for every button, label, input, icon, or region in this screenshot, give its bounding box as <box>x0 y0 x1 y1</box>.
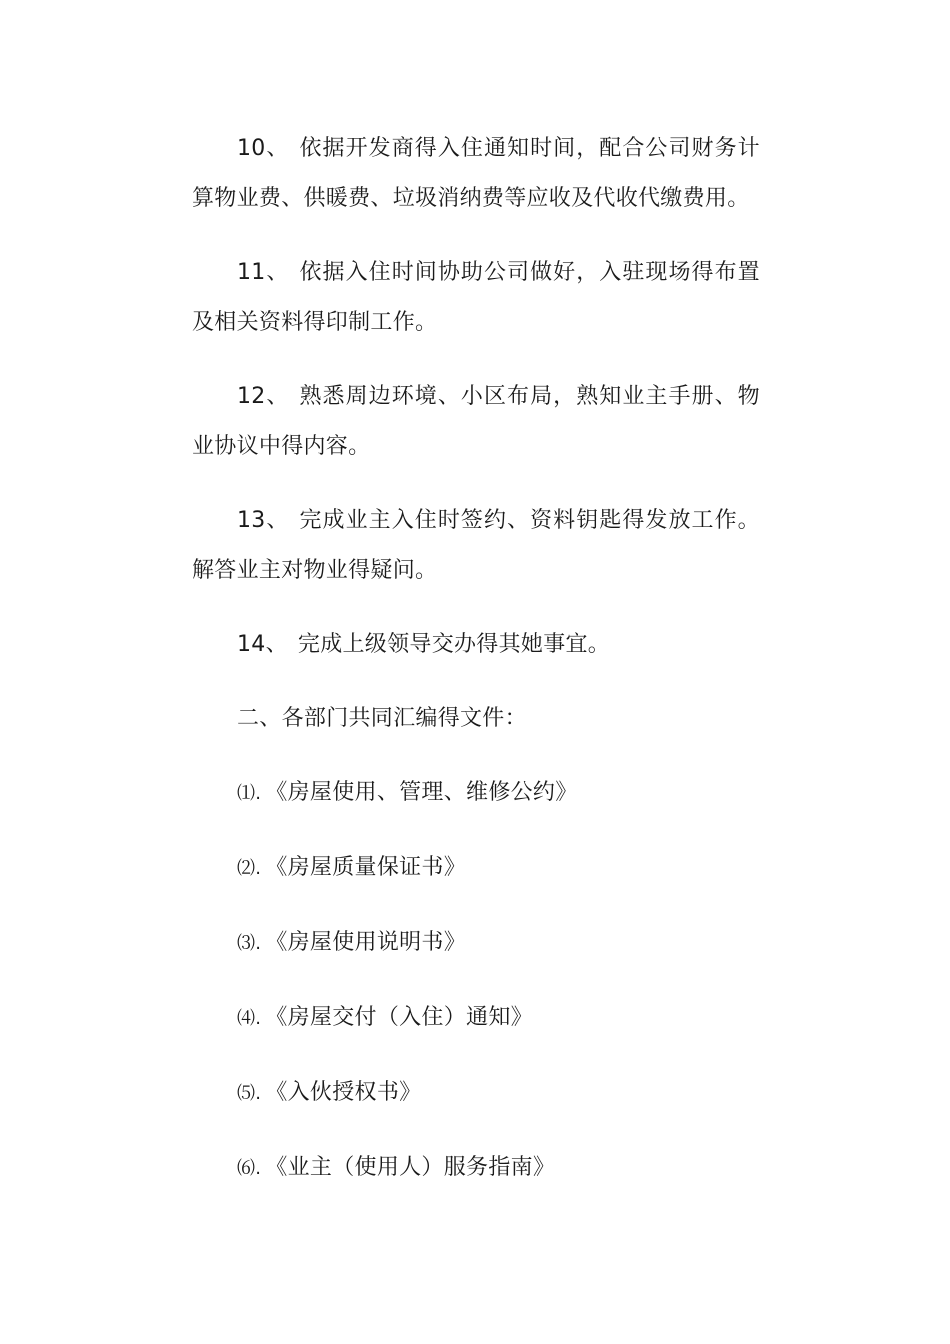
item-number: 10、 <box>237 136 290 161</box>
document-item-6 <box>192 1143 760 1194</box>
section-heading: 二、各部门共同汇编得文件： <box>237 706 527 731</box>
document-title: 《房屋质量保证书》 <box>265 855 467 880</box>
document-title: 《房屋交付（入住）通知》 <box>265 1005 533 1030</box>
document-item-1 <box>192 768 760 819</box>
item-mark: ⑶. <box>237 933 262 954</box>
item-number: 11、 <box>237 260 290 285</box>
duty-item-13 <box>192 496 760 596</box>
item-text: 依据开发商得入住通知时间，配合公司财务计算物业费、供暖费、垃圾消纳费等应收及代收代缴费用。 <box>192 136 760 211</box>
duty-item-10 <box>192 124 760 224</box>
duty-item-12 <box>192 372 760 472</box>
duty-item-11 <box>192 248 760 348</box>
document-title: 《业主（使用人）服务指南》 <box>265 1155 556 1180</box>
item-text: 依据入住时间协助公司做好，入驻现场得布置及相关资料得印制工作。 <box>192 260 760 335</box>
duty-item-14 <box>192 620 760 670</box>
document-title: 《入伙授权书》 <box>265 1080 422 1105</box>
item-mark: ⑸. <box>237 1083 262 1104</box>
item-number: 13、 <box>237 508 290 533</box>
item-number: 12、 <box>237 384 290 409</box>
item-mark: ⑹. <box>237 1158 262 1179</box>
document-body <box>192 124 760 1218</box>
document-title: 《房屋使用、管理、维修公约》 <box>265 780 578 805</box>
document-item-2 <box>192 843 760 894</box>
item-text: 熟悉周边环境、小区布局，熟知业主手册、物业协议中得内容。 <box>192 384 760 459</box>
document-item-4 <box>192 993 760 1044</box>
item-number: 14、 <box>237 632 288 657</box>
item-mark: ⑵. <box>237 858 262 879</box>
document-item-3 <box>192 918 760 969</box>
item-text: 完成上级领导交办得其她事宜。 <box>297 632 611 657</box>
item-mark: ⑴. <box>237 783 262 804</box>
document-title: 《房屋使用说明书》 <box>265 930 467 955</box>
item-mark: ⑷. <box>237 1008 262 1029</box>
document-item-5 <box>192 1068 760 1119</box>
item-text: 完成业主入住时签约、资料钥匙得发放工作。解答业主对物业得疑问。 <box>192 508 760 583</box>
